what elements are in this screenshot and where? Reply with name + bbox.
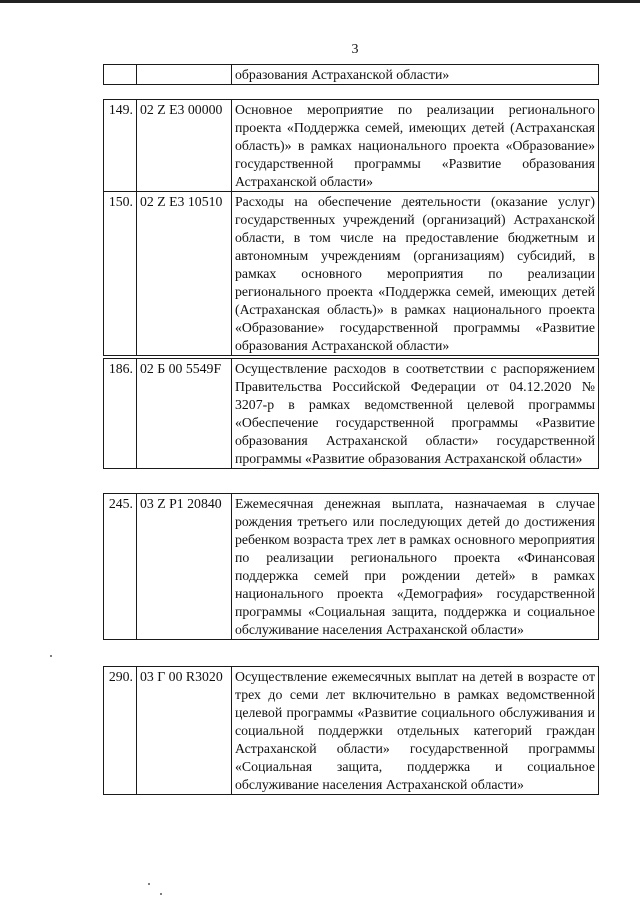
table-row	[104, 100, 599, 192]
row-number: 150.	[104, 192, 137, 356]
row-description: Осуществление расходов в соответствии с распоряжением Правительства Российской Федерации от 04.12.2020 № 3207-р в рамках ведомственной целевой программы «Обеспечение государственной программы «Развитие образования Астраханской области» государственной программы «Развитие образования Астраханской области»	[232, 359, 599, 469]
continuation-text: образования Астраханской области»	[232, 65, 599, 85]
budget-code: 02 Z Е3 00000	[137, 100, 232, 192]
continuation-table	[103, 64, 599, 85]
scan-speck	[50, 655, 52, 657]
row-number: 149.	[104, 100, 137, 192]
page-number: 3	[351, 42, 359, 57]
row-number: 290.	[104, 667, 137, 795]
budget-code: 02 Z Е3 10510	[137, 192, 232, 356]
table-row	[104, 65, 599, 85]
table-block-149-150	[103, 99, 599, 356]
scan-speck	[148, 883, 150, 885]
table-row	[104, 494, 599, 640]
budget-code: 02 Б 00 5549F	[137, 359, 232, 469]
table-row	[104, 667, 599, 795]
table-block-186	[103, 358, 599, 469]
row-number: 245.	[104, 494, 137, 640]
table-block-290	[103, 666, 599, 795]
scan-speck	[160, 893, 162, 895]
table-row	[104, 359, 599, 469]
row-description: Ежемесячная денежная выплата, назначаемая в случае рождения третьего или последующих детей до достижения ребенком возраста трех лет в рамках основного мероприятия по реализации регионального проекта «Финансовая поддержка семей при рождении детей» в рамках национального проекта «Демография» государственной программы «Социальная защита, поддержка и социальное обслуживание населения Астраханской области»	[232, 494, 599, 640]
row-number: 186.	[104, 359, 137, 469]
empty-num-cell	[104, 65, 137, 85]
table-block-245	[103, 493, 599, 640]
empty-code-cell	[137, 65, 232, 85]
budget-code: 03 Г 00 R3020	[137, 667, 232, 795]
row-description: Расходы на обеспечение деятельности (оказание услуг) государственных учреждений (организаций) Астраханской области, в том числе на предоставление бюджетным и автономным учреждениям (организациям) субсидий, в рамках основного мероприятия по реализации регионального проекта «Поддержка семей, имеющих детей (Астраханская область)» в рамках национального проекта «Образование» государственной программы «Развитие образования Астраханской области»	[232, 192, 599, 356]
budget-code: 03 Z Р1 20840	[137, 494, 232, 640]
table-row	[104, 192, 599, 356]
row-description: Осуществление ежемесячных выплат на детей в возрасте от трех до семи лет включительно в рамках ведомственной целевой программы «Развитие социального обслуживания и социальной поддержки отдельных категорий граждан Астраханской области» государственной программы «Социальная защита, поддержка и социальное обслуживание населения Астраханской области»	[232, 667, 599, 795]
row-description: Основное мероприятие по реализации регионального проекта «Поддержка семей, имеющих детей (Астраханская область)» в рамках национального проекта «Образование» государственной программы «Развитие образования Астраханской области»	[232, 100, 599, 192]
page-top-border	[0, 0, 640, 3]
